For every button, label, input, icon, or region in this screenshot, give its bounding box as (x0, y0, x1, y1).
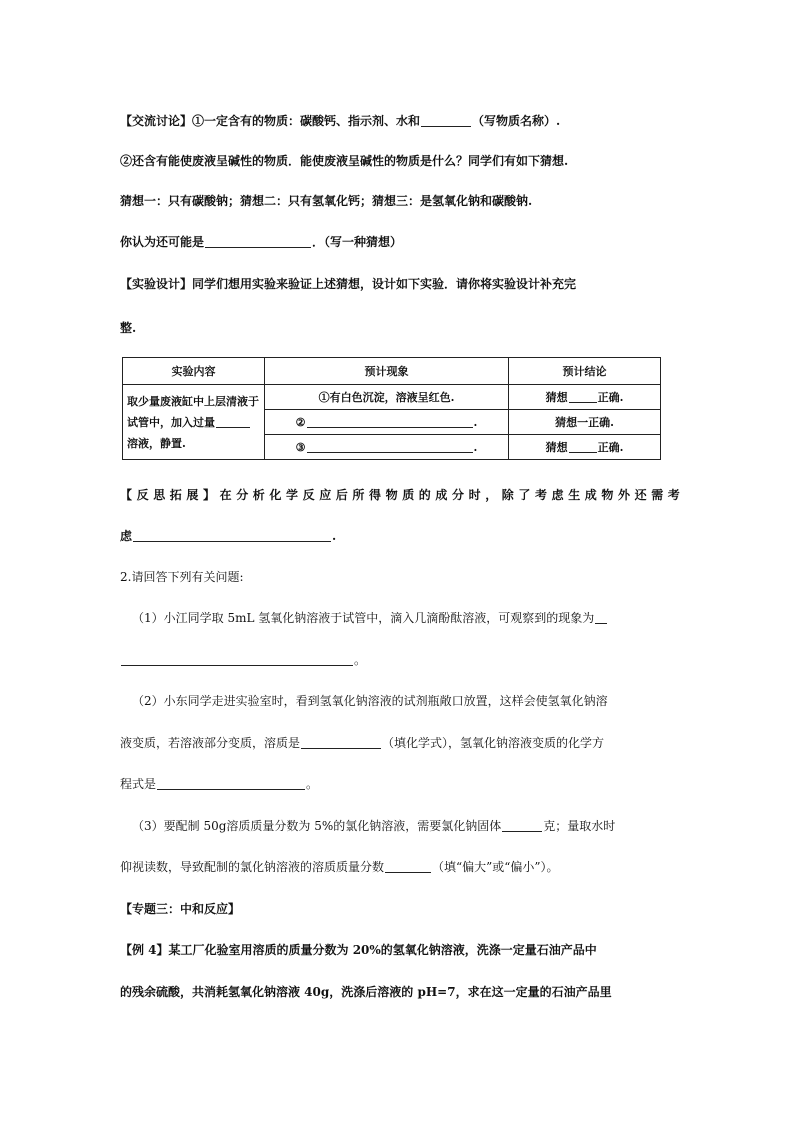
question-2-2: （2）小东同学走进实验室时，看到氢氧化钠溶液的试剂瓶敞口放置，这样会使氢氧化钠溶 (132, 694, 608, 708)
question-2-1-line-2: 。 (120, 652, 366, 668)
section-heading: 【反思拓展】 (120, 488, 220, 502)
answer-blank[interactable] (157, 777, 305, 790)
answer-blank[interactable] (569, 440, 597, 453)
column-header: 实验内容 (123, 358, 265, 385)
experiment-design-line-2: 整. (120, 321, 137, 335)
hypotheses-line: 猜想一：只有碳酸钠；猜想二：只有氢氧化钙；猜想三：是氢氧化钠和碳酸钠. (120, 194, 533, 208)
section-heading: 【交流讨论】 (120, 114, 193, 128)
conclusion-cell: 猜想 正确. (509, 385, 661, 410)
conclusion-cell: 猜想一正确. (509, 410, 661, 435)
question-2-3: （3）要配制 50g溶质质量分数为 5%的氯化钠溶液，需要氯化钠固体 克；量取水时 (132, 819, 616, 833)
phenomenon-cell: ② . (265, 410, 509, 435)
question-2-title: 2.请回答下列有关问题: (120, 570, 244, 584)
answer-blank[interactable] (595, 611, 607, 624)
column-header: 预计现象 (265, 358, 509, 385)
answer-blank[interactable] (502, 819, 542, 832)
table-row (123, 385, 661, 410)
discussion-line-2: ②还含有能使废液呈碱性的物质．能使废液呈碱性的物质是什么？同学们有如下猜想. (120, 154, 569, 168)
section-heading: 【实验设计】 (120, 277, 193, 291)
answer-blank[interactable] (307, 415, 473, 428)
discussion-paragraph: 【交流讨论】①一定含有的物质：碳酸钙、指示剂、水和 （写物质名称）. (120, 114, 561, 128)
question-2-3-line-2: 仰视读数，导致配制的氯化钠溶液的溶质质量分数 （填“偏大”或“偏小”）。 (120, 860, 559, 874)
reflection-line-2: 虑 . (120, 529, 337, 543)
answer-blank[interactable] (205, 235, 311, 248)
experiment-design-line: 【实验设计】同学们想用实验来验证上述猜想，设计如下实验．请你将实验设计补充完 (120, 277, 577, 291)
column-header: 预计结论 (509, 358, 661, 385)
reflection-line: 【反思拓展】在分析化学反应后所得物质的成分时，除了考虑生成物外还需考 (120, 488, 685, 502)
topic-heading: 【专题三：中和反应】 (120, 902, 241, 916)
question-2-2-line-2: 液变质，若溶液部分变质，溶质是 （填化学式），氢氧化钠溶液变质的化学方 (120, 736, 605, 750)
experiment-table (122, 357, 661, 460)
answer-blank[interactable] (301, 736, 381, 749)
example-4-line-1: 【例 4】某工厂化验室用溶质的质量分数为 20%的氢氧化钠溶液，洗涤一定量石油产品中 (120, 943, 597, 957)
answer-blank[interactable] (216, 415, 250, 428)
experiment-content-cell: 取少量废液缸中上层清液于试管中，加入过量溶液，静置. (123, 385, 265, 460)
answer-blank[interactable] (133, 529, 331, 542)
guess-line: 你认为还可能是 ．（写一种猜想） (120, 235, 403, 249)
example-4-line-2: 的残余硫酸，共消耗氢氧化钠溶液 40g，洗涤后溶液的 pH=7，求在这一定量的石油产品里 (120, 985, 612, 999)
answer-blank[interactable] (121, 653, 353, 666)
answer-blank[interactable] (569, 390, 597, 403)
table-header-row (123, 358, 661, 385)
question-2-2-line-3: 程式是 。 (120, 777, 319, 791)
question-2-1: （1）小江同学取 5mL 氢氧化钠溶液于试管中，滴入几滴酚酞溶液，可观察到的现象为 (132, 610, 608, 626)
answer-blank[interactable] (307, 440, 473, 453)
phenomenon-cell: ①有白色沉淀，溶液呈红色. (265, 385, 509, 410)
phenomenon-cell: ③ . (265, 435, 509, 460)
conclusion-cell: 猜想 正确. (509, 435, 661, 460)
answer-blank[interactable] (421, 114, 471, 127)
answer-blank[interactable] (385, 860, 431, 873)
